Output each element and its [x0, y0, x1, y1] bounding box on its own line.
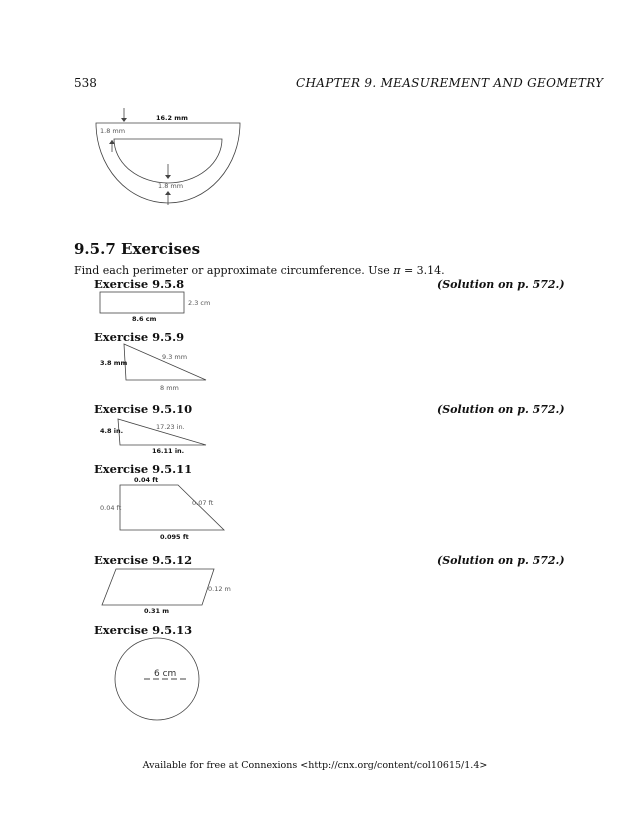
- exercise-title: Exercise 9.5.9: [94, 330, 185, 344]
- label-base: 8 mm: [160, 384, 179, 392]
- footer-text: Available for free at Connexions <http://cnx.org/content/col10615/1.4>: [142, 760, 488, 771]
- label-radius: 6 cm: [154, 669, 177, 679]
- exercise-title: Exercise 9.5.8: [94, 277, 185, 291]
- exercise-title: Exercise 9.5.11: [94, 462, 193, 476]
- label-hypotenuse: 9.3 mm: [162, 353, 188, 361]
- instruction-suffix: = 3.14.: [400, 264, 445, 277]
- label-thickness-bottom: 1.8 mm: [158, 182, 184, 190]
- pi-symbol: π: [393, 264, 401, 277]
- solution-reference: (Solution on p. 572.): [437, 403, 565, 416]
- semicircle-ring-figure: [90, 100, 250, 215]
- label-left-side: 4.8 in.: [100, 427, 124, 435]
- label-left-side: 0.04 ft: [100, 504, 122, 512]
- label-side: 0.12 m: [208, 585, 231, 593]
- label-base: 16.11 in.: [152, 447, 185, 455]
- page-number: 538: [74, 76, 97, 90]
- label-hypotenuse: 17.23 in.: [156, 423, 185, 431]
- instruction-prefix: Find each perimeter or approximate circumference. Use: [74, 264, 394, 277]
- circle-figure: [110, 635, 210, 725]
- parallelogram-figure: [98, 566, 238, 616]
- label-left-side: 3.8 mm: [100, 359, 128, 367]
- triangle-figure: [98, 416, 218, 456]
- trapezoid-figure: [98, 474, 230, 544]
- exercise-title: Exercise 9.5.10: [94, 402, 193, 416]
- chapter-title: CHAPTER 9. MEASUREMENT AND GEOMETRY: [296, 76, 604, 90]
- solution-reference: (Solution on p. 572.): [437, 278, 565, 291]
- triangle-figure: [98, 342, 218, 394]
- label-thickness-top: 1.8 mm: [100, 127, 126, 135]
- exercise-title: Exercise 9.5.12: [94, 553, 193, 567]
- exercise-title: Exercise 9.5.13: [94, 623, 193, 637]
- label-base: 8.6 cm: [132, 315, 157, 323]
- section-instruction: [74, 264, 445, 277]
- label-slanted-side: 0.07 ft: [192, 499, 214, 507]
- label-base: 0.095 ft: [160, 533, 189, 541]
- label-height: 2.3 cm: [188, 299, 211, 307]
- label-base: 0.31 m: [144, 607, 170, 615]
- section-title: 9.5.7 Exercises: [74, 240, 201, 258]
- solution-reference: (Solution on p. 572.): [437, 554, 565, 567]
- rectangle-figure: [98, 290, 218, 324]
- label-top: 0.04 ft: [134, 476, 159, 484]
- label-width: 16.2 mm: [156, 114, 188, 122]
